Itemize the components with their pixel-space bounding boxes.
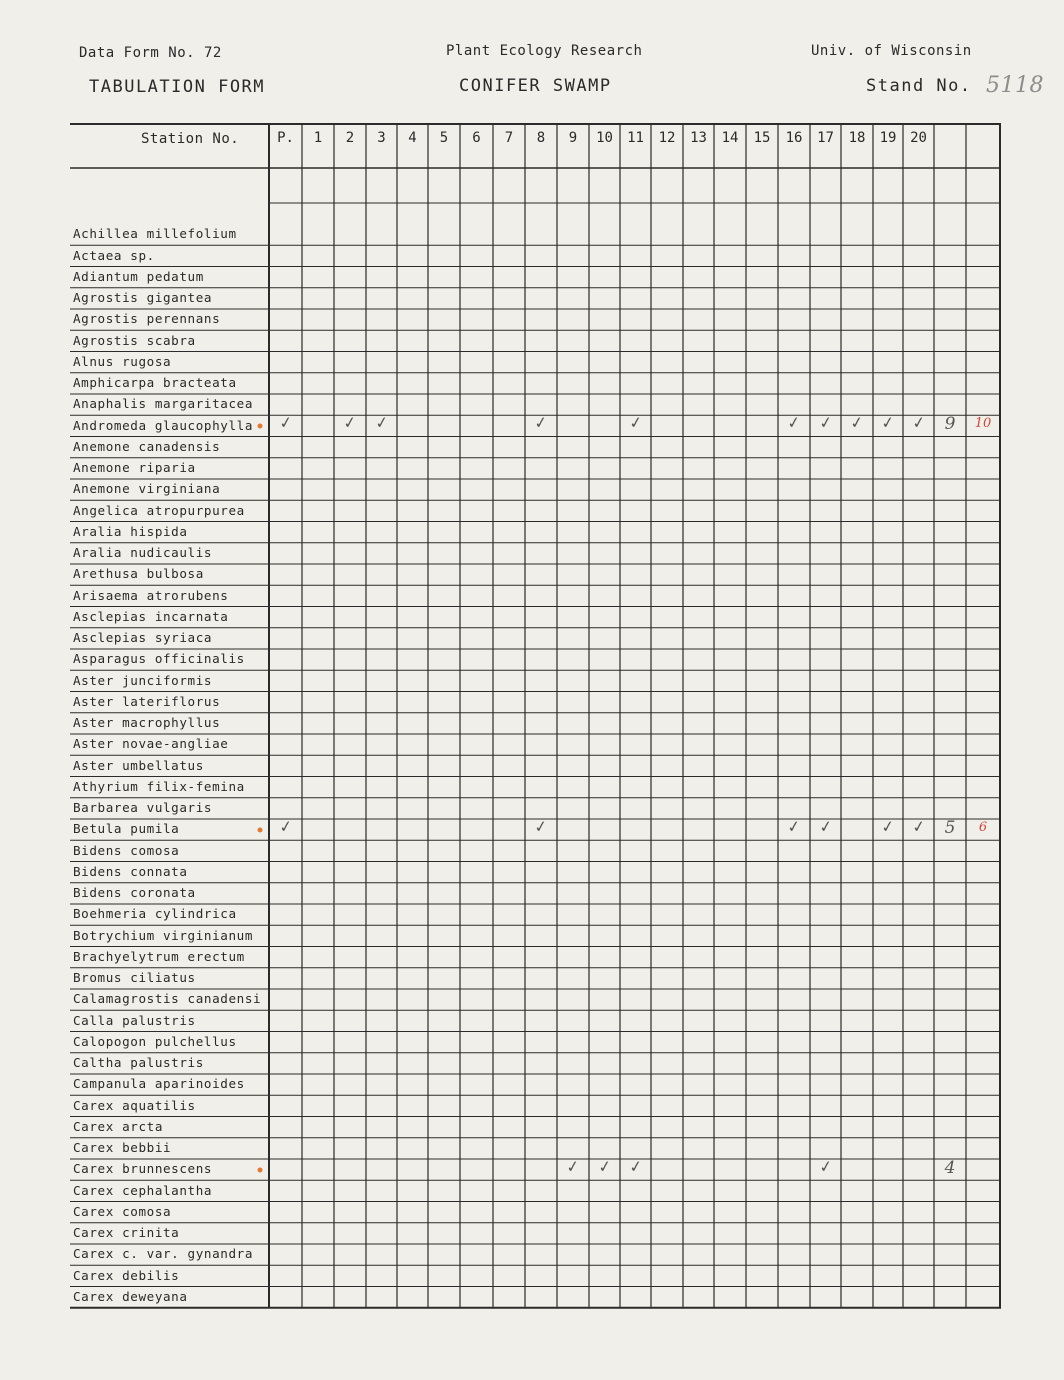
check-mark: ✓	[277, 412, 294, 433]
form-number: Data Form No. 72	[79, 45, 222, 61]
check-mark: ✓	[532, 412, 549, 433]
column-number: 13	[690, 130, 707, 146]
column-number: 20	[910, 130, 927, 146]
tally-count: 4	[944, 1157, 956, 1178]
margin-dot	[258, 423, 263, 428]
form-type-title: TABULATION FORM	[89, 77, 266, 97]
column-number: 7	[504, 130, 514, 146]
column-number: 9	[568, 130, 578, 146]
species-name: Asclepias syriaca	[73, 630, 213, 645]
community-title: CONIFER SWAMP	[459, 76, 612, 96]
check-mark: ✓	[817, 1155, 834, 1177]
check-mark: ✓	[785, 412, 802, 433]
tally-count-red: 6	[978, 819, 988, 835]
column-number: 19	[879, 130, 897, 146]
research-title: Plant Ecology Research	[446, 43, 643, 59]
species-name: Agrostis perennans	[73, 311, 221, 327]
column-number: 6	[472, 130, 481, 146]
column-number: 16	[785, 130, 803, 146]
column-number: 5	[439, 130, 449, 146]
species-name: Aster macrophyllus	[73, 715, 221, 730]
species-name: Aster umbellatus	[73, 757, 204, 773]
species-name: Barbarea vulgaris	[73, 800, 213, 815]
species-name: Athyrium filix-femina	[73, 778, 245, 794]
species-name: Agrostis gigantea	[73, 290, 213, 305]
species-name: Carex aquatilis	[73, 1097, 196, 1113]
species-name: Arisaema atrorubens	[73, 587, 229, 603]
species-name: Bidens comosa	[73, 842, 180, 858]
check-mark: ✓	[879, 412, 896, 433]
tally-count: 9	[944, 413, 956, 434]
column-number: 10	[596, 130, 613, 146]
species-name: Caltha palustris	[73, 1055, 204, 1070]
species-name: Carex arcta	[73, 1118, 164, 1134]
check-mark: ✓	[532, 815, 549, 837]
tally-count-red: 10	[974, 415, 992, 431]
margin-dot	[258, 1167, 263, 1172]
species-name: Arethusa bulbosa	[73, 566, 204, 582]
column-number: P.	[277, 130, 294, 146]
species-name: Calopogon pulchellus	[73, 1033, 237, 1049]
species-name: Adiantum pedatum	[73, 268, 204, 284]
check-mark: ✓	[817, 412, 834, 433]
column-number: 2	[345, 130, 355, 146]
species-name: Bidens connata	[73, 863, 188, 879]
check-mark: ✓	[564, 1155, 581, 1177]
species-name: Campanula aparinoides	[73, 1076, 245, 1092]
column-number: 3	[377, 130, 386, 146]
species-name: Carex comosa	[73, 1203, 172, 1219]
column-number: 8	[536, 130, 546, 146]
species-name: Angelica atropurpurea	[73, 502, 245, 518]
check-mark: ✓	[848, 412, 865, 433]
species-name: Achillea millefolium	[73, 226, 237, 242]
species-name: Anemone canadensis	[73, 438, 221, 454]
species-name: Aralia hispida	[73, 523, 188, 539]
species-name: Carex cephalantha	[73, 1182, 213, 1198]
column-number: 14	[721, 130, 739, 146]
check-mark: ✓	[596, 1155, 613, 1177]
species-name: Amphicarpa bracteata	[73, 375, 237, 390]
margin-dot	[258, 827, 263, 832]
check-mark: ✓	[373, 412, 390, 433]
column-number: 17	[817, 130, 834, 146]
station-number-label: Station No.	[141, 131, 240, 147]
check-mark: ✓	[879, 815, 896, 837]
check-mark: ✓	[910, 412, 927, 433]
column-number: 1	[313, 130, 323, 146]
check-mark: ✓	[817, 815, 834, 837]
species-name: Agrostis scabra	[73, 332, 196, 348]
species-name: Betula pumila	[73, 821, 180, 837]
species-name: Anaphalis margaritacea	[73, 396, 254, 412]
species-name: Asclepias incarnata	[73, 608, 229, 624]
species-name: Aralia nudicaulis	[73, 545, 213, 560]
check-mark: ✓	[627, 1155, 644, 1177]
column-number: 12	[658, 130, 676, 146]
stand-number-label: Stand No.	[866, 76, 972, 96]
species-name: Actaea sp.	[73, 247, 155, 263]
species-name: Carex c. var. gynandra	[73, 1246, 254, 1262]
species-name: Brachyelytrum erectum	[73, 948, 245, 964]
species-name: Calla palustris	[73, 1012, 196, 1028]
species-name: Anemone riparia	[73, 460, 196, 475]
stand-number-value: 5118	[986, 73, 1044, 98]
column-number: 4	[408, 130, 417, 146]
column-number: 15	[753, 130, 771, 146]
check-mark: ✓	[341, 412, 358, 433]
check-mark: ✓	[910, 815, 927, 837]
column-number: 11	[627, 130, 644, 146]
species-name: Anemone virginiana	[73, 481, 221, 497]
check-mark: ✓	[277, 815, 294, 837]
species-name: Aster junciformis	[73, 672, 213, 688]
species-name: Carex deweyana	[73, 1288, 188, 1304]
university-name: Univ. of Wisconsin	[811, 43, 972, 59]
species-name: Andromeda glaucophylla	[73, 417, 254, 433]
species-name: Carex bebbii	[73, 1140, 172, 1155]
species-name: Alnus rugosa	[73, 353, 172, 369]
check-mark: ✓	[785, 815, 802, 837]
species-name: Bromus ciliatus	[73, 970, 196, 985]
species-name: Aster novae-angliae	[73, 736, 229, 752]
species-name: Carex brunnescens	[73, 1161, 213, 1177]
species-name: Carex debilis	[73, 1267, 180, 1283]
species-name: Asparagus officinalis	[73, 651, 245, 667]
check-mark: ✓	[627, 412, 644, 433]
species-name: Calamagrostis canadensi	[73, 991, 262, 1007]
species-name: Bidens coronata	[73, 885, 196, 900]
species-name: Botrychium virginianum	[73, 927, 254, 943]
species-name: Carex crinita	[73, 1225, 180, 1240]
column-number: 18	[848, 130, 866, 146]
tally-count: 5	[944, 817, 956, 838]
species-name: Boehmeria cylindrica	[73, 906, 237, 922]
species-name: Aster lateriflorus	[73, 693, 221, 709]
